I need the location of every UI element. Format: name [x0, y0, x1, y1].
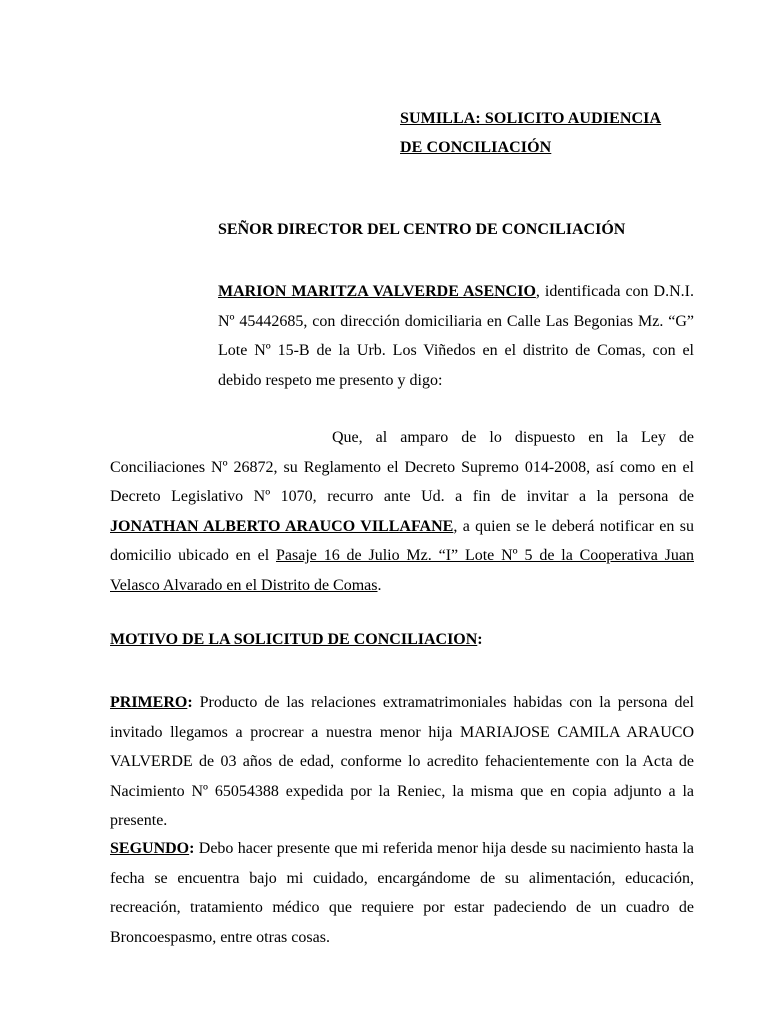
invitee-address: Pasaje 16 de Julio Mz. “I” Lote Nº 5 de la Cooperativa Juan Velasco Alvarado en el Distrito de Comas: [110, 547, 694, 594]
primero-text: Producto de las relaciones extramatrimoniales habidas con la persona del invitado llegamos a procrear a nuestra menor hija MARIAJOSE CAMILA ARAUCO VALVERDE de 03 años de edad, conforme lo acredito fehacientemente con la Acta de Nacimiento Nº 65054388 expedida por la Reniec, la misma que en copia adjunto a la presente.: [110, 694, 694, 829]
request-paragraph: [110, 423, 694, 600]
intro-text: , identificada con D.N.I. Nº 45442685, con dirección domiciliaria en Calle Las Begonias Mz. “G” Lote Nº 15-B de la Urb. Los Viñedos en el distrito de Comas, con el debido respeto me presento y digo:: [218, 283, 694, 389]
request-text-c: .: [377, 576, 382, 594]
segundo-label: SEGUNDO: [110, 840, 190, 857]
request-text-a: Que, al amparo de lo dispuesto en la Ley de Conciliaciones Nº 26872, su Reglamento el Decreto Supremo 014-2008, así como en el Decreto Legislativo Nº 1070, recurro ante Ud. a fin de invitar a la persona de: [110, 429, 694, 505]
segundo-paragraph: [110, 834, 694, 952]
motivo-colon: :: [477, 631, 483, 648]
invitee-name: JONATHAN ALBERTO ARAUCO VILLAFANE: [110, 517, 454, 535]
sumilla-line-2: DE CONCILIACIÓN: [400, 139, 552, 156]
motivo-heading: [110, 631, 483, 649]
motivo-heading-text: MOTIVO DE LA SOLICITUD DE CONCILIACION: [110, 631, 478, 648]
intro-paragraph: [218, 277, 694, 395]
primero-paragraph: [110, 688, 694, 836]
sumilla-line-1: SUMILLA: SOLICITO AUDIENCIA: [400, 110, 662, 127]
primero-colon: :: [187, 694, 193, 711]
primero-label: PRIMERO: [110, 694, 188, 711]
segundo-text: Debo hacer presente que mi referida menor hija desde su nacimiento hasta la fecha se encuentra bajo mi cuidado, encargándome de su alimentación, educación, recreación, tratamiento médico que requiere por estar padeciendo de un cuadro de Broncoespasmo, entre otras cosas.: [110, 840, 694, 946]
applicant-name: MARION MARITZA VALVERDE ASENCIO: [218, 283, 536, 300]
addressee-line: SEÑOR DIRECTOR DEL CENTRO DE CONCILIACIÓN: [218, 221, 626, 238]
sumilla-heading: [400, 104, 730, 162]
request-text-b: , a quien se le deberá notificar en su domicilio ubicado en el: [110, 517, 694, 564]
segundo-colon: :: [189, 840, 195, 857]
